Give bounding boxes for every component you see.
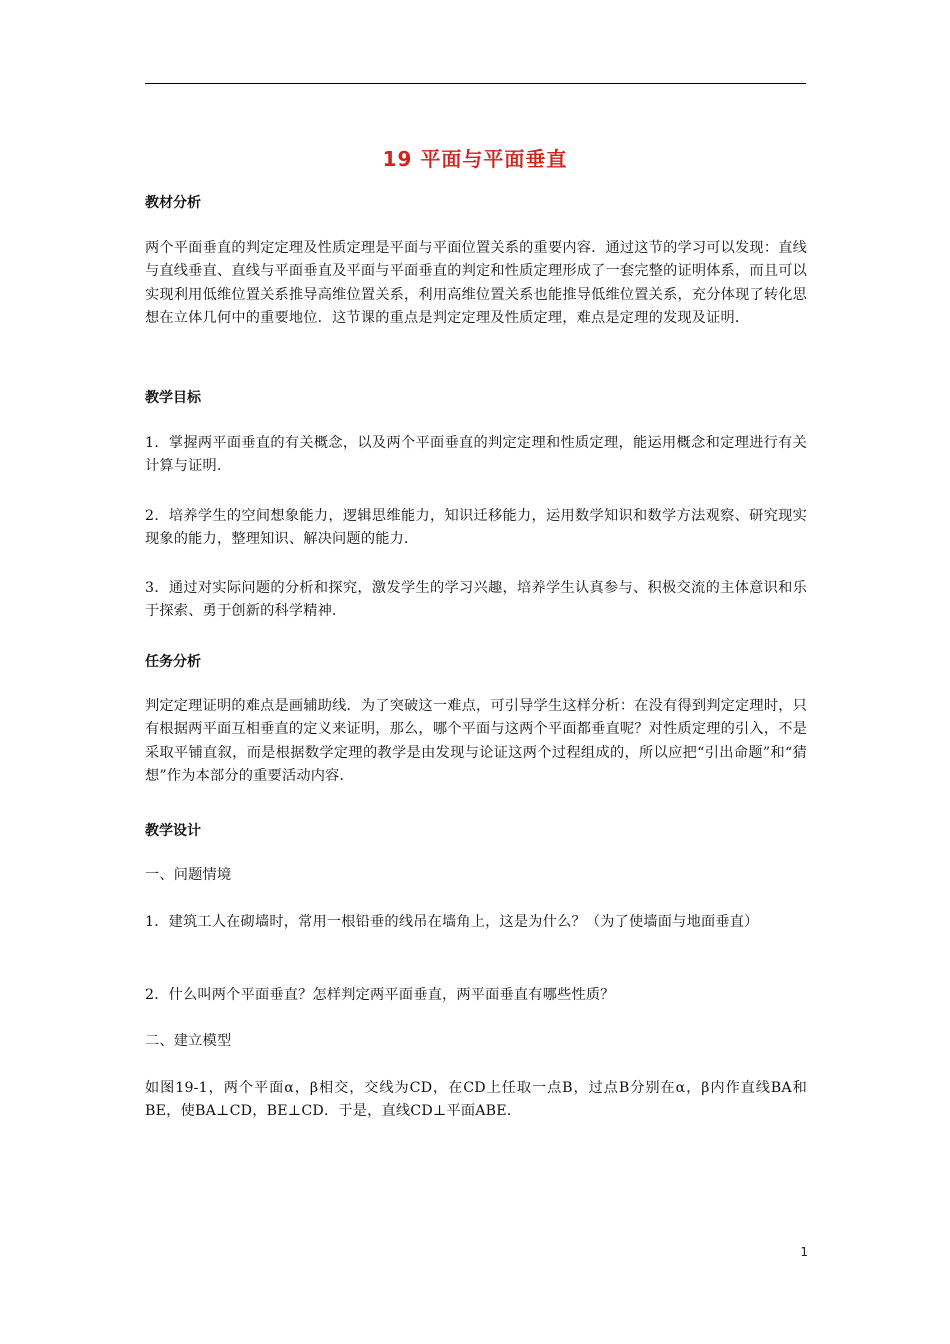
task-paragraph: 判定定理证明的难点是画辅助线．为了突破这一难点，可引导学生这样分析：在没有得到判定定理时，只有根据两平面互相垂直的定义来证明，那么，哪个平面与这两个平面都垂直呢？对性质定理的引入，不是采取平铺直叙，而是根据数学定理的教学是由发现与论证这两个过程组成的，所以应把“引出命题”和“猜想”作为本部分的重要活动内容． xyxy=(145,698,807,785)
design-part1-title: 一、问题情境 xyxy=(145,867,232,883)
design-part1-item-2: 2．什么叫两个平面垂直？怎样判定两平面垂直，两平面垂直有哪些性质？ xyxy=(145,987,615,1003)
design-part1-item-1: 1．建筑工人在砌墙时，常用一根铅垂的线吊在墙角上，这是为什么？（为了使墙面与地面垂直） xyxy=(145,914,759,930)
goal-item-1: 1．掌握两平面垂直的有关概念，以及两个平面垂直的判定定理和性质定理，能运用概念和定理进行有关计算与证明． xyxy=(145,435,807,475)
design-part2-title: 二、建立模型 xyxy=(145,1033,232,1049)
page-number: 1 xyxy=(800,1245,808,1259)
heading-task: 任务分析 xyxy=(145,654,201,670)
document-title: 19 平面与平面垂直 xyxy=(382,147,568,171)
analysis-paragraph: 两个平面垂直的判定定理及性质定理是平面与平面位置关系的重要内容．通过这节的学习可以发现：直线与直线垂直、直线与平面垂直及平面与平面垂直的判定和性质定理形成了一套完整的证明体系，而且可以实现利用低维位置关系推导高维位置关系，利用高维位置关系也能推导低维位置关系，充分体现了转化思想在立体几何中的重要地位．这节课的重点是判定定理及性质定理，难点是定理的发现及证明． xyxy=(145,240,807,327)
heading-design: 教学设计 xyxy=(145,823,201,839)
heading-goals: 教学目标 xyxy=(145,390,201,406)
design-part2-paragraph: 如图19-1，两个平面α，β相交，交线为CD，在CD上任取一点B，过点B分别在α，β内作直线BA和BE，使BA⊥CD，BE⊥CD．于是，直线CD⊥平面ABE． xyxy=(145,1080,807,1120)
header-rule xyxy=(145,83,806,84)
goal-item-2: 2．培养学生的空间想象能力，逻辑思维能力，知识迁移能力，运用数学知识和数学方法观察、研究现实现象的能力，整理知识、解决问题的能力． xyxy=(145,508,807,548)
heading-analysis: 教材分析 xyxy=(145,195,201,211)
goal-item-3: 3．通过对实际问题的分析和探究，激发学生的学习兴趣，培养学生认真参与、积极交流的主体意识和乐于探索、勇于创新的科学精神． xyxy=(145,580,807,620)
